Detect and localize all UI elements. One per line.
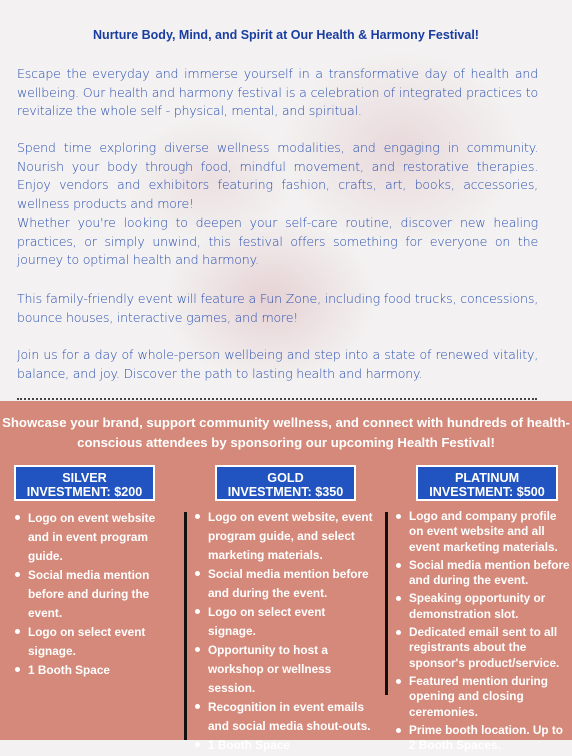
intro-paragraph-5: Join us for a day of whole-person wellbeing and step into a state of renewed vitality, balance, and joy. Discover the path to lasting health and harmony. [17,347,538,381]
intro-paragraph-1: Escape the everyday and immerse yourself in a transformative day of health and wellbeing. Our health and harmony festival is a celebration of integrated practices to revitalize the whole self - physical, mental, and spiritual. [17,66,538,119]
list-item: Logo on event website, event program guide, and select marketing materials. [193,508,373,565]
gold-tier-header [215,465,356,501]
silver-tier-header [14,465,155,501]
silver-benefits-list [13,509,163,680]
list-item: Opportunity to host a workshop or wellness session. [193,641,373,698]
column-divider-2 [385,512,388,695]
list-item: Social media mention before and during the event. [193,565,373,603]
silver-tier-name: SILVER [62,471,107,485]
gold-tier-name: GOLD [267,471,304,485]
list-item: Recognition in event emails and social media shout-outs. [193,698,373,736]
gold-benefits-list [193,508,373,755]
dotted-divider [17,398,537,400]
list-item: Logo on event website and in event program guide. [13,509,163,566]
intro-paragraph-4: This family-friendly event will feature a Fun Zone, including food trucks, concessions, bounce houses, interactive games, and more! [17,291,538,325]
intro-headline: Nurture Body, Mind, and Spirit at Our Health & Harmony Festival! [93,28,479,42]
list-item: Logo on select event signage. [13,623,163,661]
platinum-tier-header [416,465,558,501]
list-item: Prime booth location. Up to 2 Booth Spaces. [394,723,570,754]
gold-tier-investment: INVESTMENT: $350 [227,485,344,499]
list-item: 1 Booth Space [193,736,373,755]
list-item: Logo on select event signage. [193,603,373,641]
platinum-benefits-list [394,509,570,756]
list-item: Social media mention before and during the event. [394,558,570,589]
intro-paragraph-3: Whether you're looking to deepen your self-care routine, discover new healing practices, or simply unwind, this festival offers something for everyone on the journey to optimal health and harmony. [17,215,538,268]
list-item: Social media mention before and during the event. [13,566,163,623]
list-item: Dedicated email sent to all registrants about the sponsor's product/service. [394,625,570,671]
silver-tier-investment: INVESTMENT: $200 [26,485,143,499]
platinum-tier-investment: INVESTMENT: $500 [429,485,545,499]
list-item: Featured mention during opening and closing ceremonies. [394,674,570,720]
sponsorship-headline: Showcase your brand, support community wellness, and connect with hundreds of health-conscious attendees by sponsoring our upcoming Health Festival! [2,415,570,450]
column-divider-1 [184,512,187,740]
list-item: 1 Booth Space [13,661,163,680]
list-item: Speaking opportunity or demonstration slot. [394,591,570,622]
intro-paragraph-2: Spend time exploring diverse wellness modalities, and engaging in community. Nourish your body through food, mindful movement, and restorative therapies. Enjoy vendors and exhibitors featuring fashion, crafts, art, books, accessories, wellness products and more! [17,140,538,212]
list-item: Logo and company profile on event website and all event marketing materials. [394,509,570,555]
platinum-tier-name: PLATINUM [454,471,520,485]
